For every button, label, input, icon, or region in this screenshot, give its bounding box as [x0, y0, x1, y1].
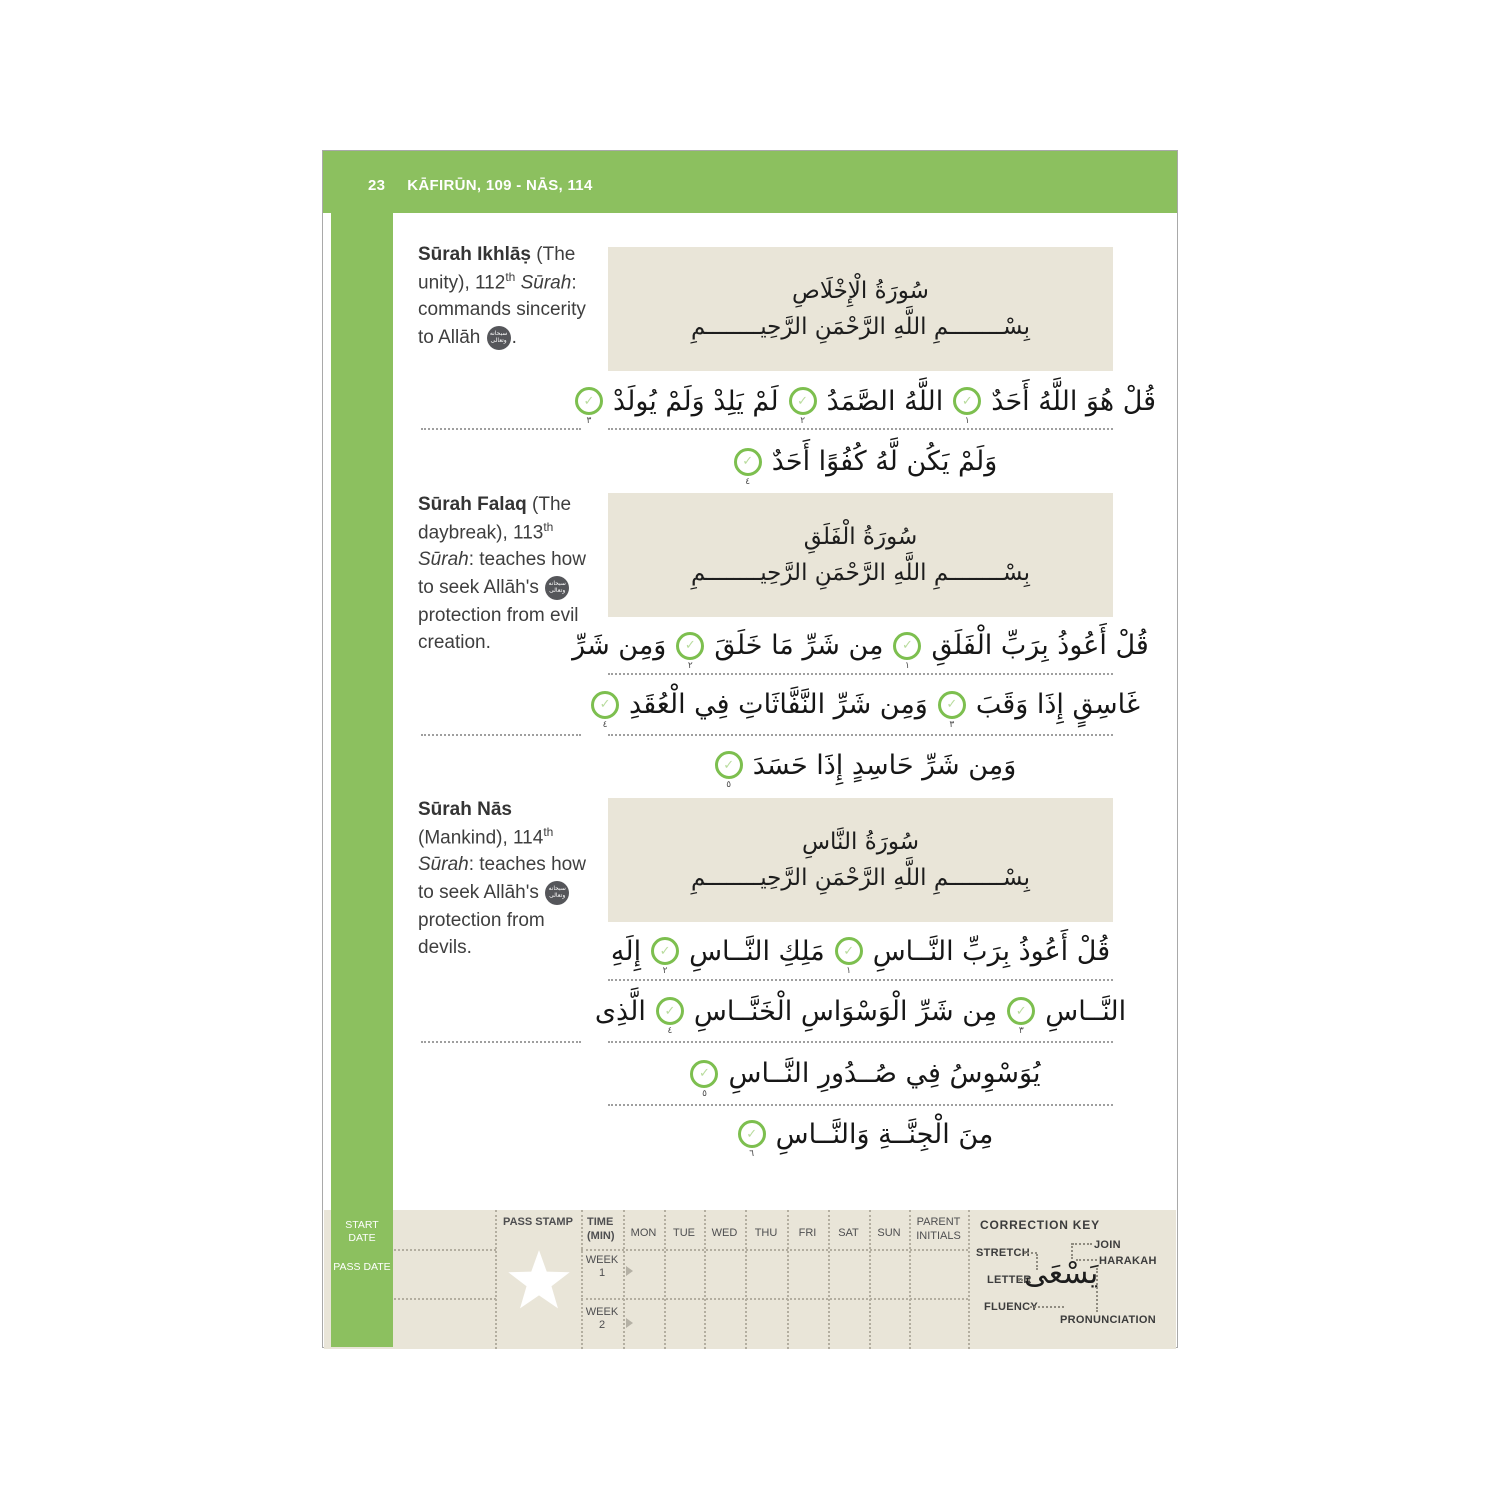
ayah-number: ٥ [726, 780, 732, 790]
pass-stamp-label: PASS STAMP [503, 1216, 573, 1228]
surah-falaq-arabic-title: سُورَةُ الْفَلَقِ [803, 524, 918, 550]
check-icon: ✓ [742, 454, 754, 469]
week-num: 1 [598, 1267, 606, 1280]
ayah-ring [575, 387, 603, 415]
ayah-ring [789, 387, 817, 415]
swt-line2: وتعالى [549, 586, 566, 594]
verse-text: إِلَهِ [610, 935, 642, 967]
correction-key-fluency: FLUENCY [984, 1301, 1039, 1313]
ayah-number: ٦ [749, 1149, 755, 1159]
surah-ikhlas-arabic-title: سُورَةُ الْإِخْلَاصِ [792, 278, 929, 304]
surah-nas-arabic-title: سُورَةُ النَّاسِ [801, 829, 920, 855]
ayah-marker [676, 632, 704, 671]
check-icon: ✓ [797, 393, 809, 409]
ayah-marker [575, 387, 603, 426]
verse-text: الَّذِى [594, 995, 646, 1027]
check-icon: ✓ [1015, 1003, 1027, 1019]
day-sat: SAT [838, 1227, 859, 1239]
check-icon: ✓ [684, 638, 696, 653]
desc-text: protection from devils. [418, 909, 545, 959]
dotted-leader [1072, 1243, 1092, 1245]
ayah-marker [893, 632, 921, 671]
surah-italic: Sūrah [418, 854, 469, 876]
header-text [368, 177, 593, 194]
verse-line [608, 1108, 1113, 1160]
dotted-leader [1071, 1243, 1073, 1259]
check-icon: ✓ [961, 393, 973, 409]
swt-line1: سبحانه [489, 330, 508, 338]
day-wed: WED [711, 1227, 738, 1239]
week-1-label [581, 1254, 623, 1280]
surah-nas-description [418, 796, 598, 962]
pass-date-label: PASS DATE [333, 1261, 391, 1273]
check-icon: ✓ [723, 757, 735, 773]
dotted-separator [421, 734, 581, 736]
ayah-ring [738, 1120, 766, 1148]
page-header [323, 151, 1177, 213]
desc-text: (Mankind), 114 [418, 826, 544, 848]
day-thu: THU [754, 1227, 778, 1239]
check-icon: ✓ [664, 1003, 676, 1019]
verse-text: وَمِن شَرِّ [572, 630, 667, 661]
ayah-marker [835, 937, 863, 976]
ayah-number: ١ [846, 966, 852, 976]
correction-key-join: JOIN [1094, 1239, 1121, 1251]
ordinal-sup: th [543, 824, 554, 839]
verse-line [608, 926, 1113, 976]
swt-line2: وتعالى [490, 336, 507, 344]
check-icon: ✓ [599, 697, 611, 712]
correction-key-example-word: يَسْعَى [1023, 1256, 1099, 1291]
subhanahu-wa-taala-icon [545, 881, 569, 905]
correction-key-stretch: STRETCH [976, 1247, 1031, 1259]
day-fri: FRI [798, 1227, 817, 1239]
verse-line [608, 1045, 1113, 1102]
ayah-number: ٢ [800, 416, 806, 426]
ayah-number: ٤ [745, 476, 751, 487]
ayah-marker [591, 691, 619, 730]
correction-key-harakah: HARAKAH [1099, 1255, 1157, 1267]
subhanahu-wa-taala-icon [545, 576, 569, 600]
ayah-number: ١ [964, 416, 970, 426]
ayah-ring [835, 937, 863, 965]
dotted-leader [1076, 1259, 1097, 1261]
surah-name-bold: Sūrah Falaq [418, 494, 527, 515]
ayah-number: ٣ [1018, 1026, 1024, 1036]
row-divider [581, 1298, 968, 1300]
workbook-page [322, 150, 1178, 1348]
check-icon: ✓ [946, 697, 958, 712]
verse-text: وَلَمْ يَكُن لَّهُ كُفُوًا أَحَدٌ [771, 446, 998, 477]
check-icon: ✓ [699, 1066, 710, 1081]
dotted-separator [421, 428, 581, 430]
ayah-marker [1007, 997, 1035, 1036]
dotted-separator [421, 1041, 581, 1043]
swt-line1: سبحانه [548, 885, 566, 893]
side-strip [331, 213, 393, 1347]
start-date-label: START DATE [345, 1219, 379, 1244]
dotted-leader [1030, 1306, 1064, 1308]
ayah-number: ٥ [702, 1088, 707, 1099]
correction-key-title: CORRECTION KEY [980, 1218, 1100, 1232]
bismillah: بِسْــــــــمِ اللَّهِ الرَّحْمَنِ الرَّحِيــــــــمِ [691, 865, 1030, 891]
ayah-marker [715, 751, 743, 790]
verse-text: اللَّهُ الصَّمَدُ [826, 385, 944, 417]
check-icon: ✓ [659, 943, 671, 959]
ayah-marker [656, 997, 684, 1036]
dotted-separator [608, 428, 1113, 430]
swt-line2: وتعالى [549, 891, 566, 899]
ayah-ring [938, 691, 966, 719]
desc-text: . [511, 326, 517, 348]
ayah-number: ٤ [602, 719, 608, 730]
dotted-separator [608, 673, 1113, 675]
verse-text: غَاسِقٍ إِذَا وَقَبَ [975, 689, 1140, 720]
verse-text: مِن شَرِّ مَا خَلَقَ [714, 630, 884, 661]
verse-line [583, 374, 1157, 428]
page-number: 23 [368, 177, 386, 194]
ayah-ring [715, 751, 743, 779]
ayah-ring [690, 1060, 718, 1088]
correction-key-pronunciation: PRONUNCIATION [1060, 1314, 1156, 1326]
verse-text: لَمْ يَلِدْ وَلَمْ يُولَدْ [612, 385, 779, 417]
day-mon: MON [630, 1227, 657, 1239]
ayah-marker [938, 691, 966, 730]
bismillah: بِسْــــــــمِ اللَّهِ الرَّحْمَنِ الرَّحِيــــــــمِ [691, 314, 1030, 340]
dotted-separator [608, 1041, 1113, 1043]
verse-line [608, 434, 1113, 489]
ordinal-sup: th [543, 519, 554, 534]
progress-tracker [324, 1210, 1176, 1349]
surah-nas-title-block [608, 798, 1113, 922]
week-2-arrow-icon [626, 1318, 633, 1328]
desc-text: : teaches how to seek Allāh's [418, 854, 586, 903]
verse-text: مِن شَرِّ الْوَسْوَاسِ الْخَنَّــاسِ [693, 995, 998, 1027]
ayah-number: ١ [905, 660, 910, 671]
verse-text: وَمِن شَرِّ النَّفَّاثَاتِ فِي الْعُقَدِ [629, 689, 928, 720]
surah-italic: Sūrah [418, 549, 469, 571]
ayah-marker [690, 1060, 718, 1099]
ayah-number: ٣ [949, 719, 955, 730]
desc-text: : commands sincerity to Allāh [418, 271, 586, 348]
ayah-ring [591, 691, 619, 719]
day-tue: TUE [673, 1227, 695, 1239]
week-1-arrow-icon [626, 1266, 633, 1276]
dotted-leader [1036, 1254, 1038, 1270]
ayah-marker [738, 1120, 766, 1159]
ayah-ring [1007, 997, 1035, 1025]
verse-line [608, 738, 1113, 792]
dotted-separator [608, 1104, 1113, 1106]
week-word: WEEK [585, 1254, 619, 1266]
surah-falaq-description [418, 491, 598, 657]
surah-ikhlas-description [418, 241, 598, 352]
ayah-number: ٤ [667, 1026, 673, 1036]
check-icon: ✓ [746, 1126, 758, 1142]
week-num: 2 [598, 1319, 606, 1332]
ayah-ring [893, 632, 921, 660]
verse-line [594, 983, 1127, 1039]
surah-falaq-title-block [608, 493, 1113, 617]
surah-italic: Sūrah [515, 271, 572, 293]
bismillah: بِسْــــــــمِ اللَّهِ الرَّحْمَنِ الرَّحِيــــــــمِ [691, 560, 1030, 586]
verse-text: قُلْ هُوَ اللَّهُ أَحَدٌ [991, 385, 1157, 417]
week-2-label [581, 1306, 623, 1332]
dotted-separator [608, 979, 1113, 981]
swt-line1: سبحانه [548, 580, 566, 588]
verse-text: النَّــاسِ [1045, 995, 1127, 1027]
verse-text: قُلْ أَعُوذُ بِرَبِّ الْفَلَقِ [931, 630, 1149, 661]
desc-text: protection from evil creation. [418, 604, 579, 654]
ayah-ring [734, 448, 762, 476]
ayah-ring [676, 632, 704, 660]
check-icon: ✓ [843, 943, 855, 959]
ayah-marker [734, 448, 762, 487]
verse-text: مِنَ الْجِنَّــةِ وَالنَّــاسِ [775, 1118, 994, 1150]
time-min-label [587, 1216, 627, 1244]
ayah-ring [953, 387, 981, 415]
header-title: KĀFIRŪN, 109 - NĀS, 114 [407, 177, 593, 194]
verse-text: قُلْ أَعُوذُ بِرَبِّ النَّــاسِ [872, 935, 1111, 967]
verse-text: مَلِكِ النَّــاسِ [689, 935, 825, 967]
dotted-leader [1096, 1268, 1098, 1312]
row-divider [581, 1249, 968, 1251]
desc-text: (The unity), 112 [418, 244, 576, 293]
surah-name-bold: Sūrah Nās [418, 799, 512, 820]
surah-name-bold: Sūrah Ikhlāṣ [418, 244, 531, 265]
ayah-number: ٢ [662, 966, 668, 976]
verse-text: وَمِن شَرِّ حَاسِدٍ إِذَا حَسَدَ [752, 749, 1017, 781]
ordinal-sup: th [505, 269, 516, 284]
column-divider [495, 1210, 497, 1349]
ayah-marker [789, 387, 817, 426]
day-sun: SUN [877, 1227, 901, 1239]
correction-key-letter: LETTER [987, 1274, 1032, 1286]
surah-ikhlas-title-block [608, 247, 1113, 371]
desc-text: (The daybreak), 113 [418, 494, 572, 543]
verse-line [572, 619, 1149, 672]
check-icon: ✓ [902, 638, 913, 653]
pass-stamp-star [506, 1250, 572, 1312]
desc-text: : teaches how to seek Allāh's [418, 549, 586, 598]
dotted-leader [1018, 1279, 1030, 1281]
dotted-separator [608, 734, 1113, 736]
ayah-number: ٣ [586, 416, 592, 426]
check-icon: ✓ [583, 393, 595, 409]
week-word: WEEK [585, 1306, 619, 1318]
ayah-marker [953, 387, 981, 426]
subhanahu-wa-taala-icon [487, 326, 511, 350]
ayah-marker [651, 937, 679, 976]
ayah-ring [651, 937, 679, 965]
time-unit: (MIN) [587, 1229, 615, 1242]
ayah-ring [656, 997, 684, 1025]
verse-line [599, 677, 1140, 732]
ayah-number: ٢ [687, 660, 693, 671]
time-label: TIME [587, 1216, 614, 1228]
parent-initials-label: PARENT INITIALS [916, 1216, 961, 1242]
verse-text: يُوَسْوِسُ فِي صُــدُورِ النَّــاسِ [728, 1058, 1041, 1089]
column-divider [968, 1210, 970, 1349]
